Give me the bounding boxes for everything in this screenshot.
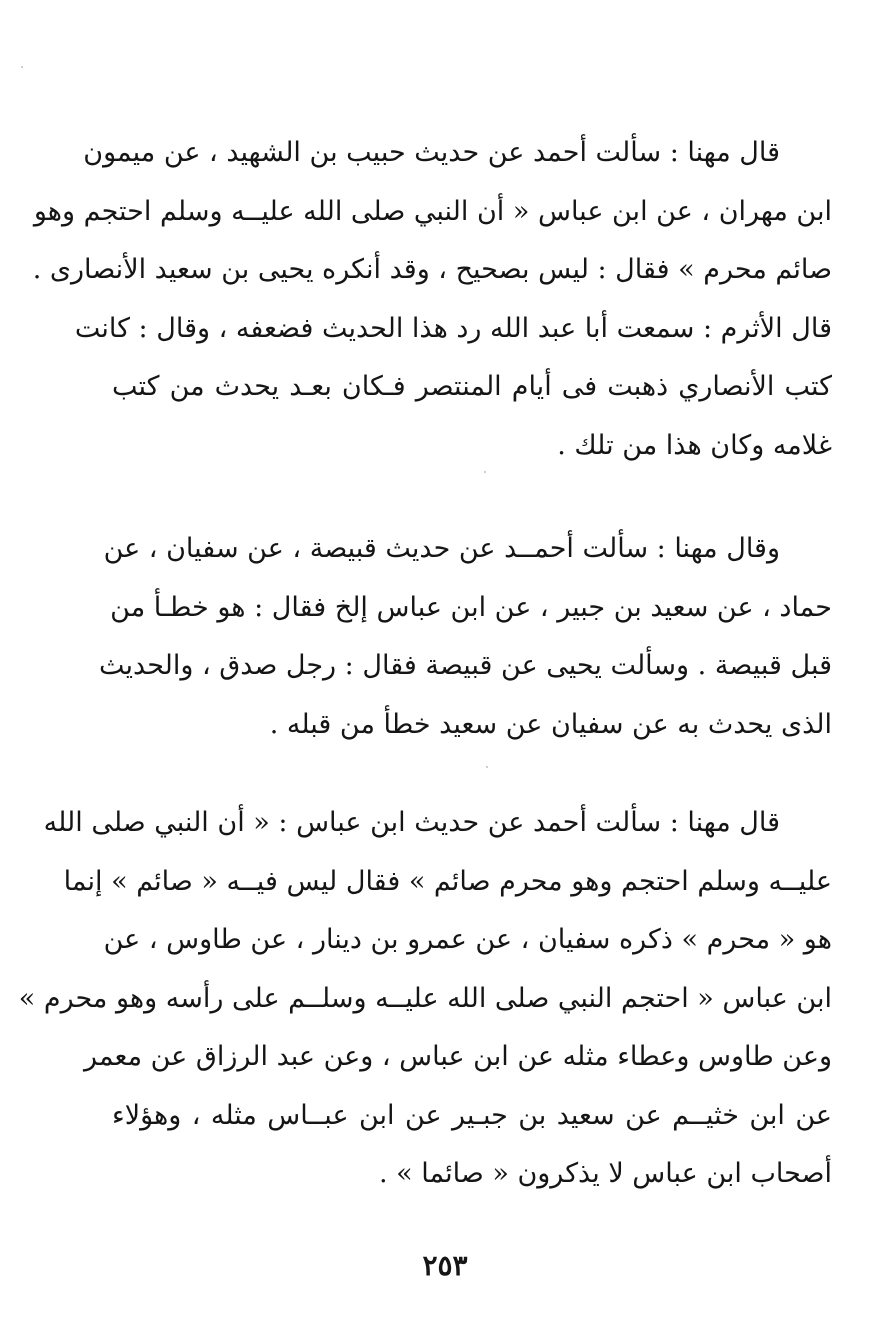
- text-line: كتب الأنصاري ذهبت فى أيام المنتصر فـكان بعـد يحدث من كتب: [112, 371, 832, 402]
- text-line: حماد ، عن سعيد بن جبير ، عن ابن عباس إلخ فقال : هو خطـأ من: [110, 591, 832, 623]
- scan-speck: [484, 471, 486, 473]
- text-line: صائم محرم » فقال : ليس بصحيح ، وقد أنكره يحيى بن سعيد الأنصارى .: [32, 254, 832, 285]
- scan-speck: [21, 66, 23, 68]
- paragraph-2: [99, 520, 832, 754]
- text-line: عن ابن خثيــم عن سعيد بن جبـير عن ابن عبــاس مثله ، وهؤلاء: [112, 1099, 832, 1131]
- text-line: ابن مهران ، عن ابن عباس « أن النبي صلى الله عليــه وسلم احتجم وهو: [33, 195, 832, 227]
- text-line: هو « محرم » ذكره سفيان ، عن عمرو بن دينار ، عن طاوس ، عن: [103, 924, 832, 955]
- text-line: غلامه وكان هذا من تلك .: [557, 429, 832, 461]
- text-line: وعن طاوس وعطاء مثله عن ابن عباس ، وعن عبد الرزاق عن معمر: [84, 1041, 832, 1072]
- text-line: قال مهنا : سألت أحمد عن حديث ابن عباس : « أن النبي صلى الله: [43, 807, 780, 838]
- text-line: وقال مهنا : سألت أحمــد عن حديث قبيصة ، عن سفيان ، عن: [103, 533, 780, 564]
- scan-speck: [486, 766, 488, 768]
- text-line: قال الأثرم : سمعت أبا عبد الله رد هذا الحديث فضعفه ، وقال : كانت: [74, 312, 832, 344]
- paragraph-1: [32, 124, 832, 475]
- paragraph-3: [18, 794, 832, 1204]
- text-line: قال مهنا : سألت أحمد عن حديث حبيب بن الشهيد ، عن ميمون: [83, 137, 780, 168]
- text-line: قبل قبيصة . وسألت يحيى عن قبيصة فقال : رجل صدق ، والحديث: [99, 650, 832, 681]
- text-line: الذى يحدث به عن سفيان عن سعيد خطأ من قبله .: [269, 708, 832, 740]
- text-line: عليــه وسلم احتجم وهو محرم صائم » فقال ليس فيــه « صائم » إنما: [63, 865, 832, 897]
- text-line: ابن عباس « احتجم النبي صلى الله عليــه وسلــم على رأسه وهو محرم »: [18, 982, 832, 1014]
- page-number: ٢٥٣: [422, 1249, 468, 1282]
- text-line: أصحاب ابن عباس لا يذكرون « صائما » .: [378, 1158, 832, 1189]
